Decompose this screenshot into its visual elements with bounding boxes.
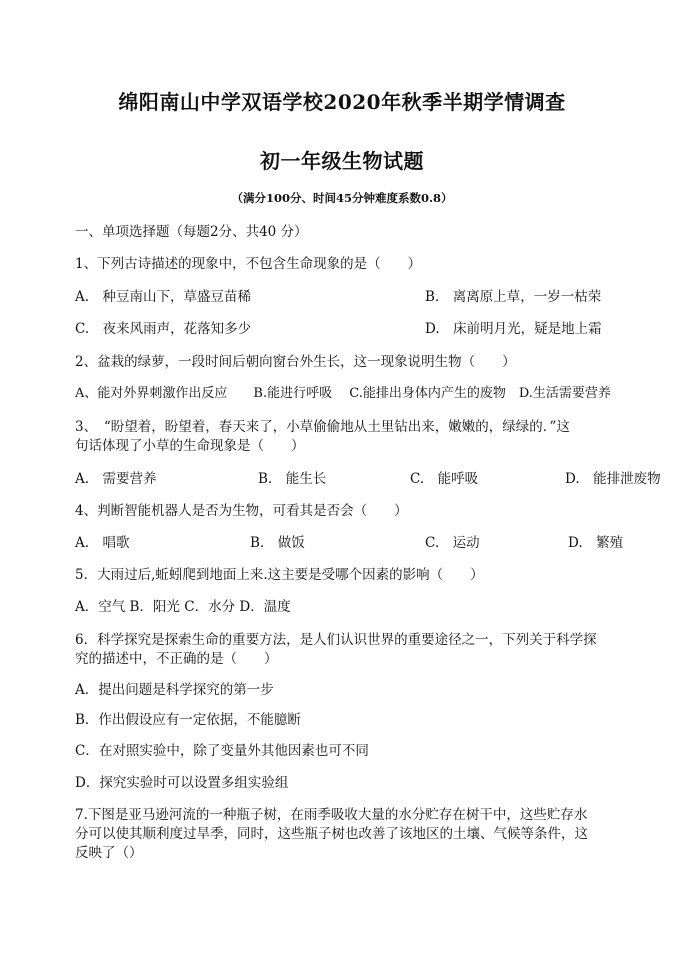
question-6-option-d: D．探究实验时可以设置多组实验组 [75, 775, 289, 791]
question-5-options: A．空气 B．阳光 C．水分 D．温度 [75, 599, 291, 615]
question-3-stem-line-1: 3、 “盼望着，盼望着，春天来了，小草偷偷地从土里钻出来，嫩嫩的，绿绿的．”这 [75, 419, 570, 435]
question-6-stem-line-1: 6．科学探究是探索生命的重要方法，是人们认识世界的重要途径之一，下列关于科学探 [75, 632, 597, 648]
question-3-stem-line-2: 句话体现了小草的生命现象是（ ） [75, 438, 305, 454]
question-3-option-c: C. 能呼吸 [410, 471, 479, 487]
question-5-stem: 5．大雨过后,蚯蚓爬到地面上来.这主要是受哪个因素的影响（ ） [75, 567, 484, 583]
question-4-stem: 4、判断智能机器人是否为生物，可看其是否会（ ） [75, 503, 408, 519]
question-7-stem-line-2: 分可以使其顺利度过旱季，同时，这些瓶子树也改善了该地区的土壤、气候等条件，这 [75, 826, 588, 842]
question-6-option-a: A．提出问题是科学探究的第一步 [75, 682, 274, 698]
school-title: 绵阳南山中学双语学校2020年秋季半期学情调查 [118, 90, 566, 114]
question-7-stem-line-1: 7.下图是亚马逊河流的一种瓶子树，在雨季吸收大量的水分贮存在树干中，这些贮存水 [75, 807, 588, 823]
question-2-options: A、能对外界刺激作出反应 B.能进行呼吸 C.能排出身体内产生的废物 D.生活需要营养 [75, 386, 611, 401]
question-7-stem-line-3: 反映了（） [75, 845, 143, 861]
question-6-stem-line-2: 究的描述中，不正确的是（ ） [75, 651, 278, 667]
question-4-option-c: C. 运动 [425, 535, 480, 551]
question-3-option-b: B. 能生长 [258, 471, 327, 487]
question-1-option-c: C. 夜来风雨声，花落知多少 [75, 321, 252, 337]
question-1-option-d: D. 床前明月光，疑是地上霜 [425, 321, 602, 337]
question-4-option-a: A. 唱歌 [75, 535, 130, 551]
question-1-stem: 1、下列古诗描述的现象中，不包含生命现象的是（ ） [75, 256, 422, 272]
question-1-option-a: A. 种豆南山下，草盛豆苗稀 [75, 289, 252, 305]
question-4-option-d: D. 繁殖 [568, 535, 624, 551]
section-heading: 一、单项选择题（每题2分、共40 分） [75, 224, 308, 240]
question-3-option-a: A. 需要营养 [75, 471, 157, 487]
question-1-option-b: B. 离离原上草，一岁一枯荣 [425, 289, 602, 305]
question-6-option-b: B．作出假设应有一定依据，不能臆断 [75, 712, 301, 728]
question-3-option-d: D. 能排泄废物 [565, 471, 661, 487]
exam-title: 初一年级生物试题 [260, 149, 424, 173]
question-2-stem: 2、盆栽的绿萝，一段时间后朝向窗台外生长，这一现象说明生物（ ） [75, 354, 516, 370]
question-6-option-c: C．在对照实验中，除了变量外其他因素也可不同 [75, 743, 369, 759]
question-4-option-b: B. 做饭 [250, 535, 305, 551]
exam-info: （满分100分、时间45分钟难度系数0.8） [231, 191, 453, 205]
